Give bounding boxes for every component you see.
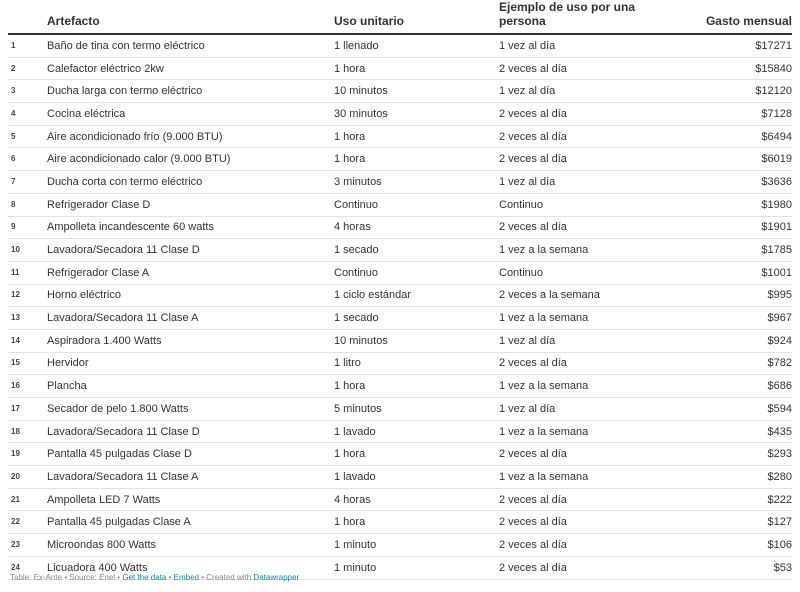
table-header <box>8 0 792 34</box>
artefacto-cell: Plancha <box>47 375 334 398</box>
uso-unitario-cell: 1 hora <box>334 443 499 466</box>
gasto-mensual-cell: $782 <box>654 352 792 375</box>
ejemplo-uso-cell: Continuo <box>499 193 654 216</box>
uso-unitario-cell: 5 minutos <box>334 398 499 421</box>
artefacto-cell: Pantalla 45 pulgadas Clase D <box>47 443 334 466</box>
artefacto-cell: Pantalla 45 pulgadas Clase A <box>47 511 334 534</box>
artefacto-cell: Calefactor eléctrico 2kw <box>47 57 334 80</box>
table-row <box>8 239 792 262</box>
table-row <box>8 398 792 421</box>
ejemplo-uso-cell: 2 veces al día <box>499 534 654 557</box>
ejemplo-uso-cell: 1 vez a la semana <box>499 466 654 489</box>
ejemplo-uso-cell: 2 veces al día <box>499 488 654 511</box>
table-row <box>8 284 792 307</box>
artefacto-cell: Secador de pelo 1.800 Watts <box>47 398 334 421</box>
table-row <box>8 216 792 239</box>
gasto-mensual-cell: $106 <box>654 534 792 557</box>
gasto-mensual-cell: $17271 <box>654 34 792 57</box>
row-index: 12 <box>8 284 47 307</box>
table-row <box>8 511 792 534</box>
row-index: 11 <box>8 261 47 284</box>
uso-unitario-cell: Continuo <box>334 193 499 216</box>
uso-unitario-cell: 1 llenado <box>334 34 499 57</box>
artefacto-cell: Lavadora/Secadora 11 Clase A <box>47 466 334 489</box>
artefacto-cell: Lavadora/Secadora 11 Clase D <box>47 420 334 443</box>
header-uso-unitario[interactable]: Uso unitario <box>334 0 499 34</box>
ejemplo-uso-cell: 2 veces a la semana <box>499 284 654 307</box>
gasto-mensual-cell: $1901 <box>654 216 792 239</box>
gasto-mensual-cell: $995 <box>654 284 792 307</box>
artefacto-cell: Cocina eléctrica <box>47 103 334 126</box>
get-the-data-link[interactable]: Get the data <box>122 573 167 582</box>
table-row <box>8 534 792 557</box>
header-index <box>8 0 47 34</box>
artefacto-cell: Ducha larga con termo eléctrico <box>47 80 334 103</box>
gasto-mensual-cell: $6019 <box>654 148 792 171</box>
uso-unitario-cell: 10 minutos <box>334 329 499 352</box>
uso-unitario-cell: 1 minuto <box>334 556 499 579</box>
uso-unitario-cell: 1 hora <box>334 57 499 80</box>
uso-unitario-cell: 1 lavado <box>334 466 499 489</box>
uso-unitario-cell: 10 minutos <box>334 80 499 103</box>
data-table-container <box>8 0 792 580</box>
ejemplo-uso-cell: 2 veces al día <box>499 125 654 148</box>
uso-unitario-cell: 1 hora <box>334 148 499 171</box>
ejemplo-uso-cell: 2 veces al día <box>499 443 654 466</box>
uso-unitario-cell: 4 horas <box>334 216 499 239</box>
footer-separator: • <box>168 573 172 582</box>
uso-unitario-cell: 1 hora <box>334 375 499 398</box>
ejemplo-uso-cell: 2 veces al día <box>499 511 654 534</box>
ejemplo-uso-cell: 1 vez al día <box>499 171 654 194</box>
uso-unitario-cell: 30 minutos <box>334 103 499 126</box>
artefacto-cell: Refrigerador Clase D <box>47 193 334 216</box>
ejemplo-uso-cell: 1 vez a la semana <box>499 375 654 398</box>
row-index: 2 <box>8 57 47 80</box>
uso-unitario-cell: 1 secado <box>334 239 499 262</box>
row-index: 3 <box>8 80 47 103</box>
artefacto-cell: Hervidor <box>47 352 334 375</box>
row-index: 8 <box>8 193 47 216</box>
row-index: 15 <box>8 352 47 375</box>
table-row <box>8 103 792 126</box>
artefacto-cell: Lavadora/Secadora 11 Clase D <box>47 239 334 262</box>
table-footer <box>10 573 299 582</box>
row-index: 23 <box>8 534 47 557</box>
row-index: 6 <box>8 148 47 171</box>
row-index: 1 <box>8 34 47 57</box>
row-index: 17 <box>8 398 47 421</box>
header-artefacto[interactable]: Artefacto <box>47 0 334 34</box>
header-row <box>8 0 792 34</box>
ejemplo-uso-cell: 2 veces al día <box>499 148 654 171</box>
header-gasto-mensual[interactable]: Gasto mensual <box>654 0 792 34</box>
gasto-mensual-cell: $293 <box>654 443 792 466</box>
table-row <box>8 57 792 80</box>
artefacto-cell: Ducha corta con termo eléctrico <box>47 171 334 194</box>
ejemplo-uso-cell: 1 vez al día <box>499 398 654 421</box>
artefacto-cell: Lavadora/Secadora 11 Clase A <box>47 307 334 330</box>
gasto-mensual-cell: $967 <box>654 307 792 330</box>
uso-unitario-cell: 1 minuto <box>334 534 499 557</box>
ejemplo-uso-cell: 1 vez a la semana <box>499 420 654 443</box>
ejemplo-uso-cell: 1 vez al día <box>499 34 654 57</box>
artefacto-cell: Aspiradora 1.400 Watts <box>47 329 334 352</box>
row-index: 18 <box>8 420 47 443</box>
footer-source: Table: Ex-Ante • Source: Enel • <box>10 573 121 582</box>
table-row <box>8 125 792 148</box>
row-index: 9 <box>8 216 47 239</box>
uso-unitario-cell: 1 secado <box>334 307 499 330</box>
gasto-mensual-cell: $12120 <box>654 80 792 103</box>
ejemplo-uso-cell: 2 veces al día <box>499 556 654 579</box>
gasto-mensual-cell: $53 <box>654 556 792 579</box>
ejemplo-uso-cell: 1 vez a la semana <box>499 239 654 262</box>
gasto-mensual-cell: $127 <box>654 511 792 534</box>
ejemplo-uso-cell: 1 vez a la semana <box>499 307 654 330</box>
ejemplo-uso-cell: 2 veces al día <box>499 216 654 239</box>
uso-unitario-cell: 3 minutos <box>334 171 499 194</box>
row-index: 4 <box>8 103 47 126</box>
ejemplo-uso-cell: 2 veces al día <box>499 103 654 126</box>
row-index: 10 <box>8 239 47 262</box>
uso-unitario-cell: 4 horas <box>334 488 499 511</box>
table-row <box>8 488 792 511</box>
row-index: 20 <box>8 466 47 489</box>
artefacto-cell: Baño de tina con termo eléctrico <box>47 34 334 57</box>
row-index: 24 <box>8 556 47 579</box>
artefacto-cell: Ampolleta LED 7 Watts <box>47 488 334 511</box>
datawrapper-link[interactable]: Datawrapper <box>253 573 300 582</box>
gasto-mensual-cell: $1785 <box>654 239 792 262</box>
gasto-mensual-cell: $15840 <box>654 57 792 80</box>
gasto-mensual-cell: $6494 <box>654 125 792 148</box>
row-index: 7 <box>8 171 47 194</box>
table-row <box>8 329 792 352</box>
table-row <box>8 307 792 330</box>
artefacto-cell: Ampolleta incandescente 60 watts <box>47 216 334 239</box>
uso-unitario-cell: 1 litro <box>334 352 499 375</box>
ejemplo-uso-cell: 1 vez al día <box>499 329 654 352</box>
table-body <box>8 34 792 579</box>
ejemplo-uso-cell: 1 vez al día <box>499 80 654 103</box>
table-row <box>8 80 792 103</box>
artefacto-cell: Aire acondicionado calor (9.000 BTU) <box>47 148 334 171</box>
row-index: 16 <box>8 375 47 398</box>
gasto-mensual-cell: $7128 <box>654 103 792 126</box>
artefacto-cell: Licuadora 400 Watts <box>47 556 334 579</box>
artefacto-cell: Horno eléctrico <box>47 284 334 307</box>
ejemplo-uso-cell: 2 veces al día <box>499 57 654 80</box>
table-row <box>8 443 792 466</box>
gasto-mensual-cell: $924 <box>654 329 792 352</box>
gasto-mensual-cell: $1001 <box>654 261 792 284</box>
table-row <box>8 171 792 194</box>
table-row <box>8 352 792 375</box>
gasto-mensual-cell: $222 <box>654 488 792 511</box>
uso-unitario-cell: Continuo <box>334 261 499 284</box>
gasto-mensual-cell: $3636 <box>654 171 792 194</box>
ejemplo-uso-cell: 2 veces al día <box>499 352 654 375</box>
artefacto-cell: Microondas 800 Watts <box>47 534 334 557</box>
row-index: 21 <box>8 488 47 511</box>
table-row <box>8 193 792 216</box>
row-index: 5 <box>8 125 47 148</box>
footer-created-with: • Created with <box>201 573 252 582</box>
table-row <box>8 261 792 284</box>
gasto-mensual-cell: $280 <box>654 466 792 489</box>
table-row <box>8 34 792 57</box>
uso-unitario-cell: 1 lavado <box>334 420 499 443</box>
table-row <box>8 148 792 171</box>
gasto-mensual-cell: $594 <box>654 398 792 421</box>
table-row <box>8 420 792 443</box>
ejemplo-uso-cell: Continuo <box>499 261 654 284</box>
row-index: 13 <box>8 307 47 330</box>
gasto-mensual-cell: $435 <box>654 420 792 443</box>
artefacto-cell: Refrigerador Clase A <box>47 261 334 284</box>
table-row <box>8 466 792 489</box>
row-index: 19 <box>8 443 47 466</box>
gasto-mensual-cell: $1980 <box>654 193 792 216</box>
header-ejemplo-uso[interactable]: Ejemplo de uso por una persona <box>499 0 654 34</box>
row-index: 22 <box>8 511 47 534</box>
artefacto-cell: Aire acondicionado frío (9.000 BTU) <box>47 125 334 148</box>
uso-unitario-cell: 1 ciclo estándar <box>334 284 499 307</box>
uso-unitario-cell: 1 hora <box>334 511 499 534</box>
embed-link[interactable]: Embed <box>173 573 200 582</box>
table-row <box>8 375 792 398</box>
row-index: 14 <box>8 329 47 352</box>
gasto-mensual-cell: $686 <box>654 375 792 398</box>
data-table <box>8 0 792 580</box>
uso-unitario-cell: 1 hora <box>334 125 499 148</box>
